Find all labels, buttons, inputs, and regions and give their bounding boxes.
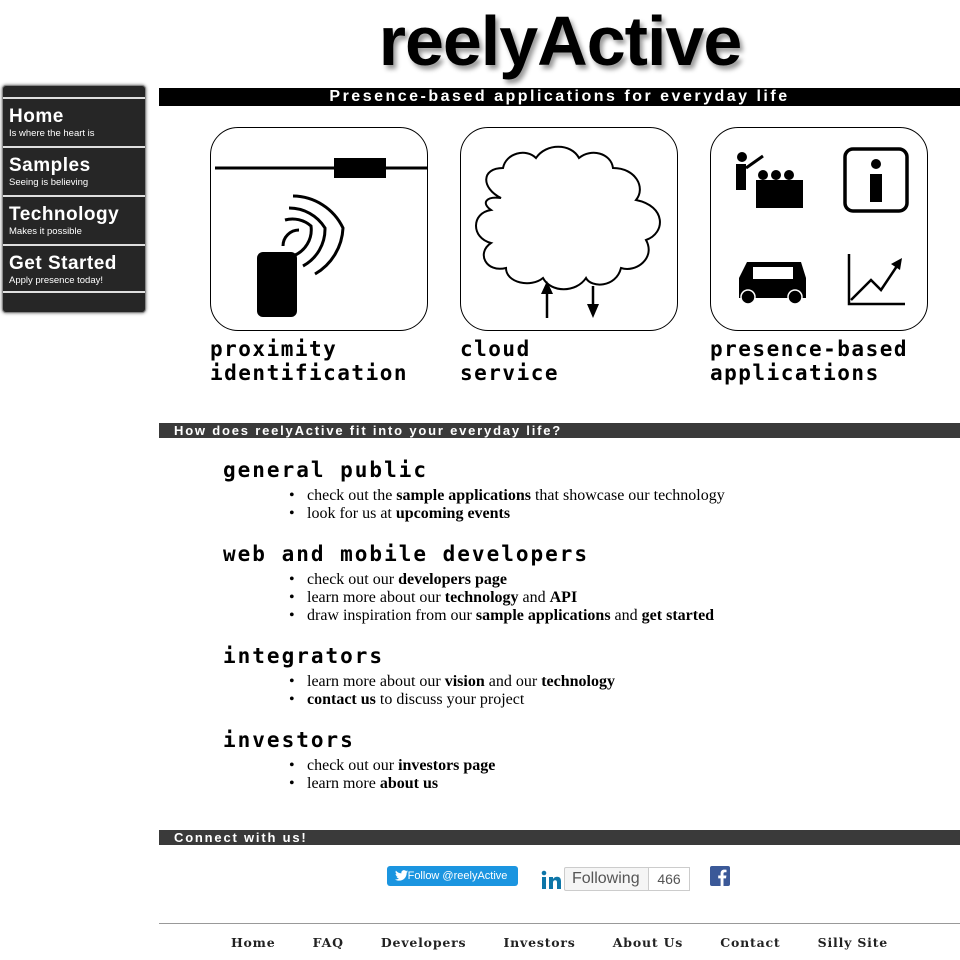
- inline-link[interactable]: get started: [641, 607, 715, 624]
- caption-line: proximity: [210, 337, 338, 361]
- cloud-caption: [460, 337, 559, 385]
- fit-section-heading: How does reelyActive fit into your everyday life?: [159, 423, 960, 438]
- caption-line: applications: [710, 361, 880, 385]
- site-title: reelyActive: [378, 2, 742, 80]
- group-list: [307, 487, 725, 523]
- caption-line: cloud: [460, 337, 531, 361]
- tagline-banner: Presence-based applications for everyday life: [159, 88, 960, 106]
- group-list: [307, 757, 495, 793]
- sidebar-item-technology[interactable]: [3, 195, 145, 244]
- sidebar-nav: [2, 85, 146, 313]
- linkedin-following-label: Following: [564, 867, 688, 891]
- sidebar-item-subtitle: Is where the heart is: [9, 128, 95, 139]
- footer-link-about-us[interactable]: About Us: [612, 935, 684, 950]
- footer-link-silly-site[interactable]: Silly Site: [817, 935, 889, 950]
- footer-link-investors[interactable]: Investors: [503, 935, 576, 950]
- group-title: web and mobile developers: [223, 542, 590, 566]
- twitter-bird-icon: [395, 870, 408, 881]
- sidebar-item-home[interactable]: [3, 97, 145, 146]
- sidebar-item-subtitle: Seeing is believing: [9, 177, 89, 188]
- inline-link[interactable]: developers page: [398, 571, 507, 588]
- footer-link-faq[interactable]: FAQ: [312, 935, 344, 950]
- list-item: • contact us to discuss your project: [307, 691, 615, 709]
- list-item: • draw inspiration from our sample applications and get started: [307, 607, 714, 625]
- proximity-tile[interactable]: [210, 127, 428, 331]
- inline-link[interactable]: about us: [379, 775, 439, 792]
- footer-divider: [159, 923, 960, 924]
- caption-line: service: [460, 361, 560, 385]
- list-item: • learn more about us: [307, 775, 495, 793]
- inline-link[interactable]: sample applications: [475, 607, 611, 624]
- facebook-icon: [710, 866, 730, 886]
- inline-link[interactable]: upcoming events: [395, 505, 511, 522]
- list-item: • check out our investors page: [307, 757, 495, 775]
- sidebar-item-samples[interactable]: [3, 146, 145, 195]
- footer-link-developers[interactable]: Developers: [380, 935, 467, 950]
- footer-link-contact[interactable]: Contact: [720, 935, 781, 950]
- sidebar-item-title: Get Started: [9, 253, 117, 274]
- caption-line: presence-based: [710, 337, 909, 361]
- sidebar-item-subtitle: Apply presence today!: [9, 275, 104, 286]
- caption-line: identification: [210, 361, 409, 385]
- inline-link[interactable]: vision: [444, 673, 485, 690]
- group-title: general public: [223, 458, 429, 482]
- inline-link[interactable]: API: [549, 589, 578, 606]
- linkedin-icon: [540, 868, 563, 891]
- inline-link[interactable]: sample applications: [396, 487, 531, 504]
- sidebar-item-subtitle: Makes it possible: [9, 226, 82, 237]
- list-item: • learn more about our technology and API: [307, 589, 714, 607]
- inline-link[interactable]: investors page: [398, 757, 496, 774]
- sidebar-item-get-started[interactable]: [3, 244, 145, 293]
- linkedin-follower-count: 466: [648, 867, 690, 891]
- inline-link[interactable]: contact us: [307, 691, 376, 708]
- connect-section-heading: Connect with us!: [159, 830, 960, 845]
- list-item: • check out our developers page: [307, 571, 714, 589]
- group-list: [307, 673, 615, 709]
- applications-caption: [710, 337, 908, 385]
- sidebar-item-title: Technology: [9, 204, 120, 225]
- facebook-button[interactable]: [710, 866, 730, 886]
- footer-link-home[interactable]: Home: [230, 935, 276, 950]
- group-title: investors: [223, 728, 355, 752]
- applications-tile[interactable]: [710, 127, 928, 331]
- sidebar-item-title: Samples: [9, 155, 91, 176]
- proximity-icon: [211, 128, 429, 332]
- applications-icon: [711, 128, 929, 332]
- twitter-follow-label: Follow @reelyActive: [407, 870, 508, 882]
- proximity-caption: [210, 337, 408, 385]
- list-item: • learn more about our vision and our technology: [307, 673, 615, 691]
- twitter-follow-button[interactable]: [387, 866, 518, 886]
- footer-nav: [159, 935, 960, 950]
- group-list: [307, 571, 714, 625]
- cloud-icon: [461, 128, 679, 332]
- inline-link[interactable]: technology: [541, 673, 615, 690]
- list-item: • check out the sample applications that showcase our technology: [307, 487, 725, 505]
- cloud-tile[interactable]: [460, 127, 678, 331]
- list-item: • look for us at upcoming events: [307, 505, 725, 523]
- group-title: integrators: [223, 644, 385, 668]
- sidebar-item-title: Home: [9, 106, 64, 127]
- inline-link[interactable]: technology: [444, 589, 519, 606]
